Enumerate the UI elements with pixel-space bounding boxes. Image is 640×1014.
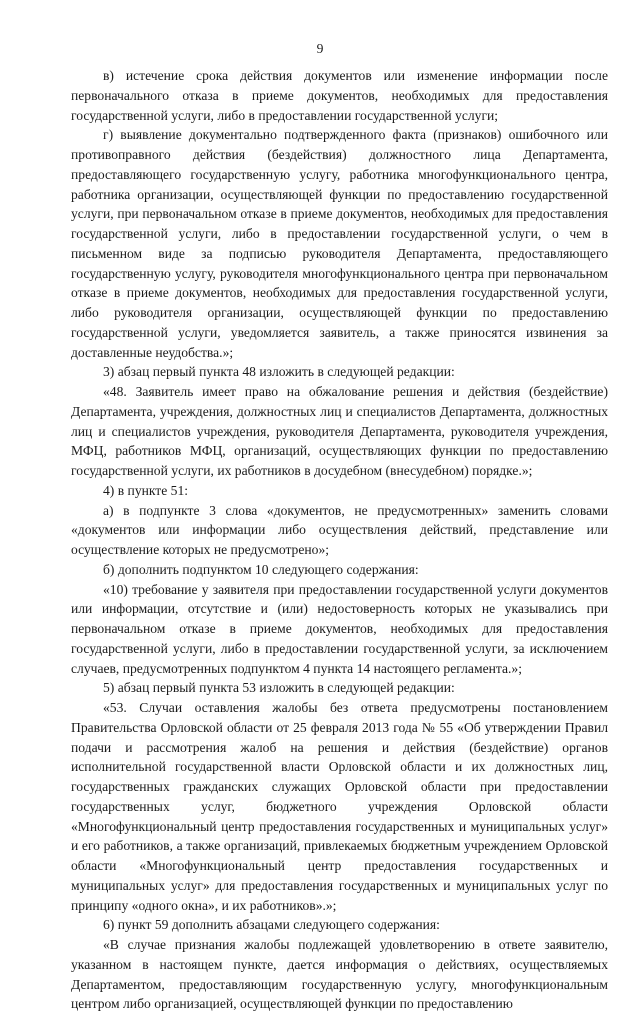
paragraph-item-g-error: г) выявление документально подтвержденного факта (признаков) ошибочного или противоправного действия (бездействия) должностного лица Департамента, предоставляющего государственную услугу, работника многофункционального центра, работника организации, осуществляющей функции по предоставлению государственной услуги, при первоначальном отказе в приеме документов, необходимых для предоставления государственной услуги, либо в предоставлении государственной услуги, о чем в письменном виде за подписью руководителя Департамента, предоставляющего государственную услугу, руководителя многофункционального центра при первоначальном отказе в приеме документов, необходимых для предоставления государственной услуги, либо руководителя организации, осуществляющей функции по предоставлению государственной услуги, уведомляется заявитель, а также приносятся извинения за доставленные неудобства.»; <box>71 127 608 360</box>
page-number: 9 <box>316 41 324 56</box>
paragraph-point-53-text: «53. Случаи оставления жалобы без ответа предусмотрены постановлением Правительства Орловской области от 25 февраля 2013 года № 55 «Об утверждении Правил подачи и рассмотрения жалоб на решения и действия (бездействие) органов исполнительной государственной власти Орловской области и их должностных лиц, государственных гражданских служащих Орловской области при предоставлении государственных услуг, бюджетного учреждения Орловской области «Многофункциональный центр предоставления государственных и муниципальных услуг» и его работников, а также организаций, привлекаемых бюджетным учреждением Орловской области «Многофункциональный центр предоставления государственных и муниципальных услуг» для предоставления государственных и муниципальных услуг по принципу «одного окна», и их работников».»; <box>71 700 608 913</box>
document-body <box>71 66 608 1014</box>
paragraph-subpoint-10-text: «10) требование у заявителя при предоставлении государственной услуги документов или информации, отсутствие и (или) недостоверность которых не указывались при первоначальном отказе в приеме документов, необходимых для предоставления государственной услуги, либо в предоставлении государственной услуги, за исключением случаев, предусмотренных подпунктом 4 пункта 14 настоящего регламента.»; <box>71 581 608 676</box>
paragraph-point-59-text: «В случае признания жалобы подлежащей удовлетворению в ответе заявителю, указанном в настоящем пункте, дается информация о действиях, осуществляемых Департаментом, предоставляющим государственную услугу, многофункциональным центром либо организацией, осуществляющей функции по предоставлению <box>71 937 608 1012</box>
paragraph-amend-point-48: 3) абзац первый пункта 48 изложить в следующей редакции: <box>103 364 455 380</box>
paragraph-item-v-expiry: в) истечение срока действия документов или изменение информации после первоначального отказа в приеме документов, необходимых для предоставления государственной услуги, либо в предоставлении государственной услуги; <box>71 68 608 123</box>
paragraph-add-subpoint-10: б) дополнить подпунктом 10 следующего содержания: <box>103 561 419 577</box>
paragraph-amend-point-53: 5) абзац первый пункта 53 изложить в следующей редакции: <box>103 680 455 696</box>
paragraph-amend-point-51: 4) в пункте 51: <box>103 482 189 498</box>
paragraph-amend-point-59: 6) пункт 59 дополнить абзацами следующего содержания: <box>103 917 440 933</box>
paragraph-point-48-text: «48. Заявитель имеет право на обжалование решения и действия (бездействие) Департамента, учреждения, должностных лиц и специалистов Департамента, должностных лиц и специалистов учреждения, руководителя Департамента, руководителя учреждения, МФЦ, работников МФЦ, организаций, осуществляющих функции по предоставлению государственной услуги, их работников в досудебном (внесудебном) порядке.»; <box>71 384 608 478</box>
paragraph-subpoint-3: а) в подпункте 3 слова «документов, не предусмотренных» заменить словами «документов или информации либо осуществления действий, представление или осуществление которых не предусмотрено»; <box>71 502 608 557</box>
